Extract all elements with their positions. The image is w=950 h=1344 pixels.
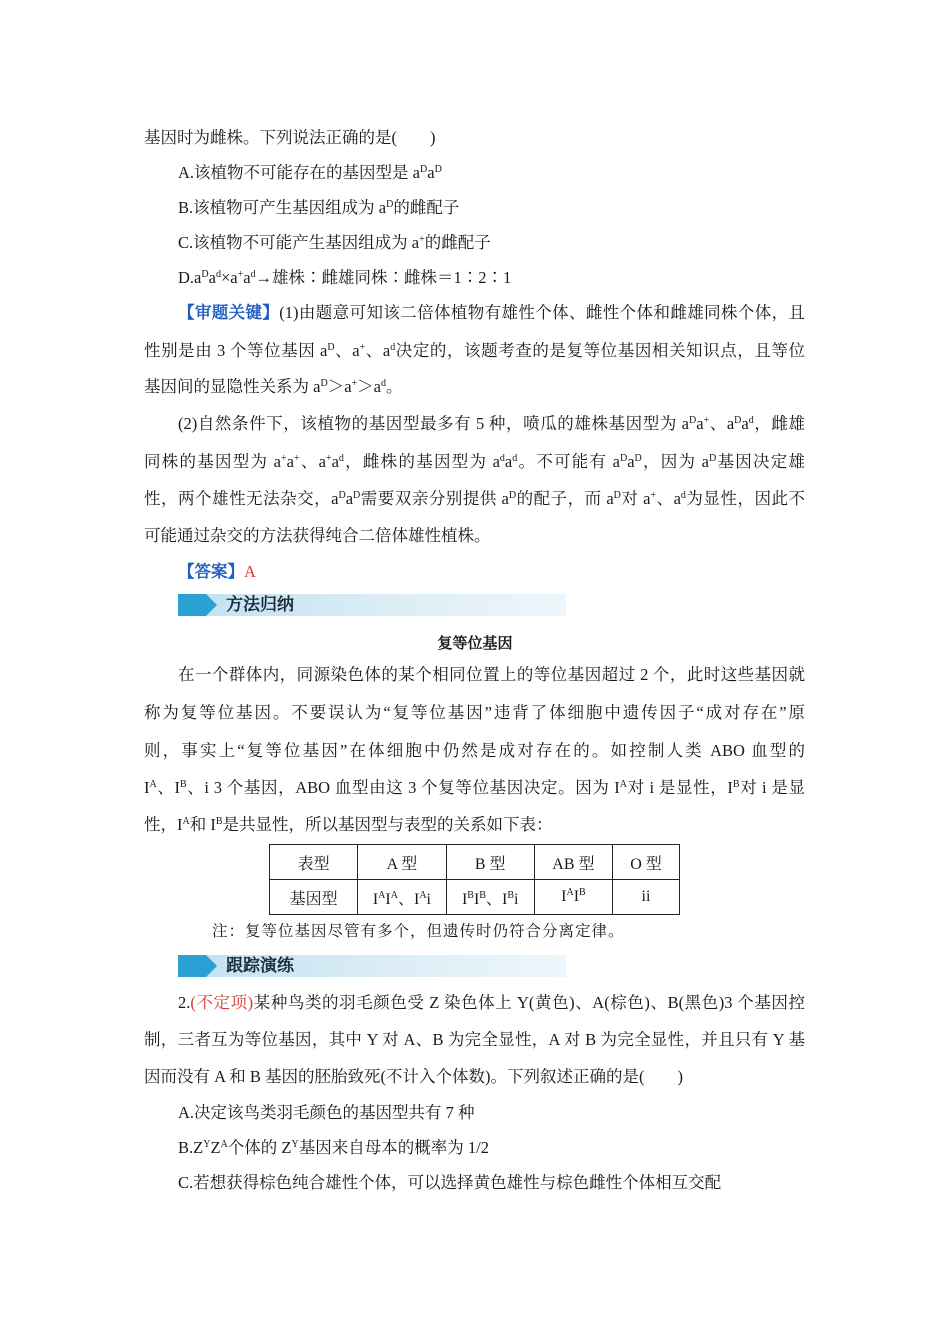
method-line-4: $I^A$、$I^B$、i 3 个基因，ABO 血型由这 3 个复等位基因决定。因为 $I^A$对 i 是显性，$I^B$对 i 是显 xyxy=(144,778,805,797)
q1-option-b: B.该植物可产生基因组成为 $a^D$的雌配子 xyxy=(178,198,460,217)
table-cell: 基因型 xyxy=(270,880,358,915)
arrow-icon xyxy=(178,955,206,977)
analysis-label: 【审题关键】 xyxy=(178,303,280,322)
method-line-1: 在一个群体内，同源染色体的某个相同位置上的等位基因超过 2 个，此时这些基因就 xyxy=(178,665,805,684)
q1-stem-tail: 基因时为雌株。下列说法正确的是( ) xyxy=(144,128,436,147)
q2-option-b: $B.Z^YZ^A$个体的 $Z^Y$基因来自母本的概率为 1/2 xyxy=(178,1138,489,1157)
method-heading: 复等位基因 xyxy=(437,634,513,652)
answer xyxy=(178,561,256,583)
table-note: 注：复等位基因尽管有多个，但遗传时仍符合分离定律。 xyxy=(212,923,625,940)
q1-option-c: C.该植物不可能产生基因组成为 a+的雌配子 xyxy=(178,233,491,252)
section-banner-method xyxy=(178,594,566,616)
q2-option-c: C.若想获得棕色纯合雄性个体，可以选择黄色雄性与棕色雌性个体相互交配 xyxy=(178,1173,722,1192)
method-line-3: 则，事实上“复等位基因”在体细胞中仍然是成对存在的。如控制人类 ABO 血型的 xyxy=(144,741,805,760)
table-cell: $I^BI^B$、$I^Bi$ xyxy=(446,880,534,915)
analysis-line-7: 可能通过杂交的方法获得纯合二倍体雄性植株。 xyxy=(144,526,491,545)
table-cell: AB 型 xyxy=(534,845,612,880)
table-row xyxy=(270,880,680,915)
q2-option-a: A.决定该鸟类羽毛颜色的基因型共有 7 种 xyxy=(178,1103,475,1122)
arrow-icon xyxy=(178,594,206,616)
analysis-line-2: 性别是由 3 个等位基因 $a^D$、a+、$a^d$决定的，该题考查的是复等位基因相关知识点，且等位 xyxy=(144,341,806,360)
table-row xyxy=(270,845,680,880)
q1-option-d: $D.a^Da^d\times a^+a^d\to$雄株∶雌雄同株∶雌株＝1∶2∶1 xyxy=(178,268,512,287)
method-line-2: 称为复等位基因。不要误认为“复等位基因”违背了体细胞中遗传因子“成对存在”原 xyxy=(144,703,805,722)
analysis-line-4: (2)自然条件下，该植物的基因型最多有 5 种，喷瓜的雄株基因型为 $a^Da^+$、$a^Da^d$，雌雄 xyxy=(178,414,806,433)
answer-label: 【答案】 xyxy=(178,562,244,581)
blood-type-table xyxy=(269,844,680,915)
banner-title: 方法归纳 xyxy=(226,595,294,615)
method-line-5: 性，$I^A$和 $I^B$是共显性，所以基因型与表型的关系如下表： xyxy=(144,815,553,834)
analysis-line-5: 同株的基因型为 a+a+、$a^+a^d$，雌株的基因型为 $a^da^d$。不可能有 $a^Da^D$，因为 $a^D$基因决定雄 xyxy=(144,452,806,471)
q2-line-1: 2.(不定项)某种鸟类的羽毛颜色受 Z 染色体上 Y(黄色)、A(棕色)、B(黑色)3 个基因控 xyxy=(178,993,805,1012)
table-cell: O 型 xyxy=(612,845,679,880)
analysis-line-1: 【审题关键】(1)由题意可知该二倍体植物有雄性个体、雌性个体和雌雄同株个体，且 xyxy=(178,303,805,322)
banner-title: 跟踪演练 xyxy=(226,956,294,976)
analysis-line-6: 性，两个雄性无法杂交，$a^Da^D$需要双亲分别提供 $a^D$的配子，而 $a^D$对 a+、$a^d$为显性，因此不 xyxy=(144,489,806,508)
table-cell: A 型 xyxy=(358,845,446,880)
table-cell: $I^AI^A$、$I^Ai$ xyxy=(358,880,446,915)
q2-line-3: 因而没有 A 和 B 基因的胚胎致死(不计入个体数)。下列叙述正确的是( ) xyxy=(144,1067,683,1086)
table-cell: B 型 xyxy=(446,845,534,880)
q1-option-a: A.该植物不可能存在的基因型是 $a^Da^D$ xyxy=(178,163,442,182)
table-cell: ii xyxy=(612,880,679,915)
table-cell: 表型 xyxy=(270,845,358,880)
q2-tag: (不定项) xyxy=(190,993,254,1012)
answer-value: A xyxy=(244,562,256,581)
analysis-line-3: 基因间的显隐性关系为 $a^D>a^+>a^d$。 xyxy=(144,377,403,396)
q2-line-2: 制，三者互为等位基因，其中 Y 对 A、B 为完全显性，A 对 B 为完全显性，并且只有 Y 基 xyxy=(144,1030,805,1049)
table-cell: $I^AI^B$ xyxy=(534,880,612,915)
section-banner-practice xyxy=(178,955,566,977)
